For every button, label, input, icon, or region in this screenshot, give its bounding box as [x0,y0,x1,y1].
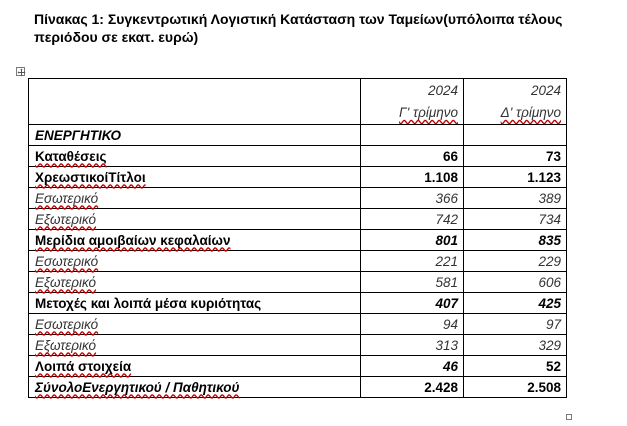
q4-value: 389 [538,190,561,206]
row-label-cell [29,314,361,335]
q3-value: 407 [435,295,458,311]
q3-value: 742 [435,211,458,227]
row-label-cell [29,293,361,314]
q4-value: 734 [538,211,561,227]
q4-value-cell [464,251,567,272]
row-label-cell [29,272,361,293]
table-row [29,209,567,230]
q3-value: 581 [435,274,458,290]
table-row [29,335,567,356]
q3-value: 801 [435,232,458,248]
q3-value: 66 [442,148,458,164]
row-label: Μετοχές και λοιπά μέσα κυριότητας [35,295,262,311]
q3-value: 313 [435,337,458,353]
q3-value-cell [361,188,464,209]
row-label: Εξωτερικό [35,337,97,353]
q3-value-cell [361,293,464,314]
table-row [29,146,567,167]
q3-value: 366 [435,190,458,206]
row-label: ΕΝΕΡΓΗΤΙΚΟ [35,127,122,143]
table-row [29,125,567,146]
row-label: Εσωτερικό [35,190,99,206]
row-label: Εσωτερικό [35,316,99,332]
table-row [29,188,567,209]
q3-value-cell [361,146,464,167]
q4-value-cell [464,356,567,377]
q4-value: 835 [538,232,561,248]
q4-value: 97 [545,316,561,332]
table-row [29,272,567,293]
table-row [29,377,567,398]
q3-value-cell [361,272,464,293]
q4-value-cell [464,272,567,293]
row-label: Καταθέσεις [35,148,107,164]
row-label-cell [29,230,361,251]
row-label-cell [29,251,361,272]
q3-value: 94 [442,316,458,332]
table-move-handle-icon[interactable] [16,67,25,76]
q3-value-cell [361,209,464,230]
q4-value-cell [464,230,567,251]
row-label-cell [29,356,361,377]
header-empty-cell [29,79,361,125]
header-q3-year: 2024 [427,83,458,98]
q3-value: 221 [435,253,458,269]
q4-value: 606 [538,274,561,290]
row-label-cell [29,125,361,146]
q3-value-cell [361,335,464,356]
q4-value-cell [464,377,567,398]
row-label: Εξωτερικό [35,211,97,227]
q3-value-cell [361,314,464,335]
q3-value-cell [361,230,464,251]
q4-value: 52 [545,358,561,374]
q4-value: 329 [538,337,561,353]
row-label-cell [29,188,361,209]
fund-balance-table [28,78,567,398]
q4-value: 73 [545,148,561,164]
q3-value-cell [361,377,464,398]
header-q4-year: 2024 [530,83,561,98]
q4-value-cell [464,167,567,188]
row-label-cell [29,209,361,230]
row-label: Μερίδια αμοιβαίων κεφαλαίων [35,232,231,248]
q4-value: 1.123 [527,169,561,185]
table-row [29,230,567,251]
q4-value: 2.508 [527,379,561,395]
row-label-cell [29,377,361,398]
header-q4 [464,79,567,125]
row-label-cell [29,335,361,356]
q4-value-cell [464,125,567,146]
table-row [29,314,567,335]
table-resize-handle[interactable] [566,414,572,420]
q3-value: 1.108 [424,169,458,185]
q4-value: 229 [538,253,561,269]
header-q3 [361,79,464,125]
table-row [29,293,567,314]
table-row [29,356,567,377]
q3-value-cell [361,167,464,188]
header-q3-quarter: Γ' τρίμηνο [399,105,458,120]
row-label-cell [29,146,361,167]
q4-value-cell [464,293,567,314]
q4-value: 425 [538,295,561,311]
row-label-cell [29,167,361,188]
row-label: ΧρεωστικοίΤίτλοι [35,169,146,185]
q3-value-cell [361,125,464,146]
q4-value-cell [464,188,567,209]
table-header-row [29,79,567,125]
q3-value-cell [361,251,464,272]
table-row [29,251,567,272]
row-label: Εξωτερικό [35,274,97,290]
q3-value: 46 [442,358,458,374]
table-caption: Πίνακας 1: Συγκεντρωτική Λογιστική Κατάσταση των Ταμείων(υπόλοιπα τέλους περιόδου σε εκατ. ευρώ) [34,11,563,45]
table-row [29,167,567,188]
q4-value-cell [464,314,567,335]
row-label: Λοιπά στοιχεία [35,358,132,374]
q3-value: 2.428 [424,379,458,395]
row-label: Εσωτερικό [35,253,99,269]
q4-value-cell [464,146,567,167]
q4-value-cell [464,209,567,230]
header-q4-quarter: Δ' τρίμηνο [500,105,561,120]
q3-value-cell [361,356,464,377]
q4-value-cell [464,335,567,356]
row-label: ΣύνολοΕνεργητικού / Παθητικού [35,379,240,395]
